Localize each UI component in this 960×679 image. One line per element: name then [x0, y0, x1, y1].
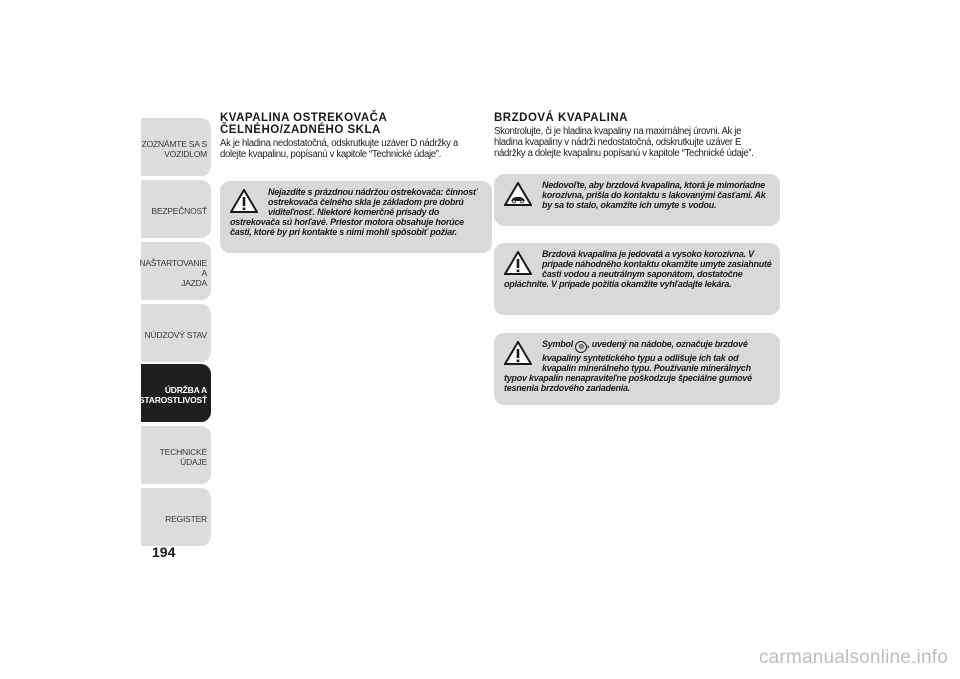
page-number: 194: [152, 544, 176, 560]
washer-fluid-section: [220, 112, 492, 253]
section-title-line: KVAPALINA OSTREKOVAČA: [220, 112, 388, 124]
tab-label: NÚDZOVÝ STAV: [144, 330, 207, 340]
brake-fluid-section: [494, 112, 780, 405]
tab-label: REGISTER: [165, 514, 207, 524]
warning-box: [220, 181, 492, 253]
section-title: [220, 112, 492, 136]
watermark: carmanualsonline.info: [758, 647, 948, 668]
tab-nastartovanie-a-jazda[interactable]: [141, 242, 211, 300]
tab-label: VOZIDLOM: [164, 149, 207, 159]
synthetic-fluid-symbol-icon: ◎: [575, 341, 587, 353]
warning-triangle-icon: [504, 251, 532, 275]
section-body: Skontrolujte, či je hladina kvapaliny na maximálnej úrovni. Ak je hladina kvapaliny v nádrži nedostatočná, odskrutkujte uzáver E nádržky a dolejte kvapalinu popísanú v kapitole “Technické údaje”.: [494, 126, 754, 159]
warning-text: Nejazdite s prázdnou nádržou ostrekovača: činnosť ostrekovača čelného skla je základom pre dobrú viditeľnosť. Niektoré komerčné prísady do ostrekovača sú horľavé. Priestor motora obsahuje horúce časti, ktoré by pri kontakte s nimi mohli spôsobiť požiar.: [230, 187, 478, 237]
paint-damage-note-box: [494, 174, 780, 226]
section-title-line: ČELNÉHO/ZADNÉHO SKLA: [220, 124, 381, 136]
warning-triangle-icon: [504, 341, 532, 365]
tab-zoznamte-sa-s-vozidlom[interactable]: [141, 118, 211, 176]
section-body: Ak je hladina nedostatočná, odskrutkujte uzáver D nádržky a dolejte kvapalinu, popísanú v kapitole “Technické údaje”.: [220, 138, 458, 160]
symbol-warning-box: [494, 333, 780, 405]
note-text: Nedovoľte, aby brzdová kvapalina, ktorá je mimoriadne korozívna, prišla do kontaktu s lakovanými časťami. Ak by sa to stalo, okamžite ich umyte s vodou.: [542, 180, 766, 210]
tab-nudzovy-stav[interactable]: [141, 304, 211, 362]
warning-text-post: , uvedený na nádobe, označuje brzdové kvapaliny syntetického typu a odlišuje ich tak od kvapalín minerálneho typu. Používanie minerálnych typov kvapalín nenapraviteľne poškodzuje špeciálne gumové tesnenia brzdového zariadenia.: [504, 339, 752, 393]
tab-label: ZOZNÁMTE SA S: [141, 139, 207, 149]
toxic-warning-box: [494, 243, 780, 315]
tab-label: NAŠTARTOVANIE A: [139, 258, 207, 278]
tab-label: JAZDA: [181, 278, 207, 288]
tab-technicke-udaje[interactable]: [141, 426, 211, 484]
tab-register[interactable]: [141, 488, 211, 546]
tab-label: STAROSTLIVOSŤ: [138, 395, 207, 405]
tab-label: TECHNICKÉ ÚDAJE: [159, 447, 207, 467]
warning-text: Brzdová kvapalina je jedovatá a vysoko korozívna. V prípade náhodného kontaktu okamžite umyte zasiahnuté časti vodou a neutrálnym saponátom, dostatočne opláchnite. V prípade požitia okamžite vyhľadajte lekára.: [504, 249, 772, 289]
warning-text-pre: Symbol: [542, 339, 574, 349]
tab-bezpecnost[interactable]: [141, 180, 211, 238]
warning-triangle-icon: [230, 189, 258, 213]
section-title: BRZDOVÁ KVAPALINA: [494, 112, 628, 124]
tab-label: BEZPEČNOSŤ: [151, 206, 207, 216]
tab-udrzba-a-starostlivost[interactable]: [138, 364, 211, 422]
car-paint-warning-icon: [504, 182, 532, 206]
tab-label: ÚDRŽBA A: [164, 385, 207, 395]
